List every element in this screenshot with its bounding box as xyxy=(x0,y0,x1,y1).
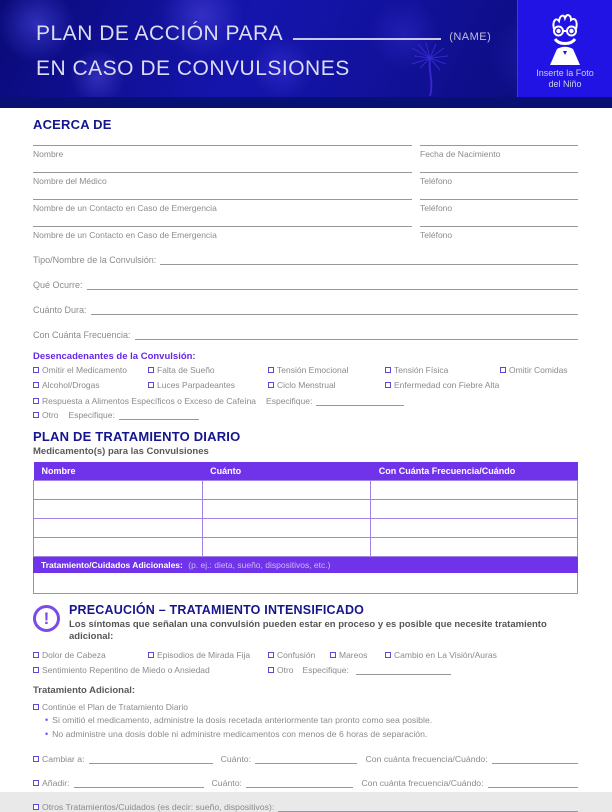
add-amount-field[interactable] xyxy=(246,779,353,788)
checkbox-other-treatments[interactable] xyxy=(33,804,39,810)
contact1-phone-field[interactable]: Teléfono xyxy=(420,199,578,213)
triggers-row1 xyxy=(33,363,578,377)
daily-plan-heading: PLAN DE TRATAMIENTO DIARIO xyxy=(33,429,241,444)
other-treatments-field[interactable] xyxy=(278,803,578,812)
table-row xyxy=(34,519,578,538)
change-to-field[interactable] xyxy=(89,755,213,764)
other-symptom-specify-field[interactable] xyxy=(356,666,451,675)
medication-amount-cell[interactable] xyxy=(202,519,371,538)
caution-section xyxy=(33,603,578,643)
about-row-contact2 xyxy=(33,226,578,240)
medication-frequency-cell[interactable] xyxy=(371,481,578,500)
what-happens-row xyxy=(33,279,578,290)
bullet-item xyxy=(45,714,578,726)
medication-frequency-cell[interactable] xyxy=(371,538,578,557)
bullet-text: No administre una dosis doble ni administre medicamentos con menos de 6 horas de separación. xyxy=(52,729,428,739)
change-amount-field[interactable] xyxy=(255,755,357,764)
checkbox-skip-meals[interactable] xyxy=(500,367,506,373)
frequency-label: Con Cuánta Frecuencia: xyxy=(33,330,131,340)
checkbox-other-symptom[interactable] xyxy=(268,667,274,673)
change-to-label: Cambiar a: xyxy=(42,754,85,764)
exclamation-icon: ! xyxy=(33,605,60,632)
additional-care-field[interactable] xyxy=(33,573,578,594)
checkbox-menstrual-cycle[interactable] xyxy=(268,382,274,388)
checkbox-label: Enfermedad con Fiebre Alta xyxy=(394,380,500,390)
food-specify-field[interactable] xyxy=(316,397,404,406)
checkbox-other-trigger[interactable] xyxy=(33,412,39,418)
triggers-heading: Desencadenantes de la Convulsión: xyxy=(33,351,196,362)
caution-subtext: Los síntomas que señalan una convulsión pueden estar en proceso y es posible que necesite tratamiento adicional: xyxy=(69,619,547,642)
add-medication-field[interactable] xyxy=(74,779,204,788)
emergency-contact2-field[interactable]: Nombre de un Contacto en Caso de Emergencia xyxy=(33,226,412,240)
medication-amount-cell[interactable] xyxy=(202,500,371,519)
seizure-type-field[interactable] xyxy=(160,256,578,265)
specify-label: Especifique: xyxy=(266,396,313,406)
bullet-icon: • xyxy=(45,729,49,739)
page-title-line1: PLAN DE ACCIÓN PARA xyxy=(36,22,284,45)
bullet-text: Si omitió el medicamento, administre la dosis recetada anteriormente tan pronto como sea posible. xyxy=(52,715,433,725)
table-row xyxy=(34,500,578,519)
checkbox-lack-of-sleep[interactable] xyxy=(148,367,154,373)
change-to-row xyxy=(33,753,578,764)
checkbox-emotional-stress[interactable] xyxy=(268,367,274,373)
medication-name-cell[interactable] xyxy=(34,519,203,538)
about-row-name xyxy=(33,145,578,159)
duration-label: Cuánto Dura: xyxy=(33,305,87,315)
checkbox-label: Otro xyxy=(277,665,294,675)
triggers-row4 xyxy=(33,406,578,420)
checkbox-food-caffeine[interactable] xyxy=(33,398,39,404)
checkbox-label: Respuesta a Alimentos Específicos o Exceso de Cafeína xyxy=(42,396,257,406)
checkbox-label: Otro xyxy=(42,410,59,420)
contact2-phone-field[interactable]: Teléfono xyxy=(420,226,578,240)
additional-care-note: (p. ej.: dieta, sueño, dispositivos, etc.) xyxy=(188,560,331,570)
medication-amount-cell[interactable] xyxy=(202,481,371,500)
specify-label: Especifique: xyxy=(302,665,349,675)
bullet-item xyxy=(45,728,578,740)
name-hint-label: (NAME) xyxy=(449,31,492,43)
medication-table-header-row xyxy=(34,462,578,481)
amount-label: Cuánto: xyxy=(220,754,251,764)
checkbox-flashing-lights[interactable] xyxy=(148,382,154,388)
about-row-contact1 xyxy=(33,199,578,213)
checkbox-label: Confusión xyxy=(277,650,316,660)
additional-care-bar xyxy=(33,557,578,573)
checkbox-physical-stress[interactable] xyxy=(385,367,391,373)
emergency-contact1-field[interactable]: Nombre de un Contacto en Caso de Emergencia xyxy=(33,199,412,213)
doctor-phone-field[interactable]: Teléfono xyxy=(420,172,578,186)
name-field[interactable]: Nombre xyxy=(33,145,412,159)
add-frequency-field[interactable] xyxy=(488,779,578,788)
what-happens-field[interactable] xyxy=(87,281,578,290)
medication-frequency-cell[interactable] xyxy=(371,519,578,538)
dandelion-decoration xyxy=(400,44,458,96)
frequency-label: Con cuánta frecuencia/Cuándo: xyxy=(365,754,488,764)
checkbox-continue-plan[interactable] xyxy=(33,704,39,710)
checkbox-label: Tensión Física xyxy=(394,365,449,375)
checkbox-label: Tensión Emocional xyxy=(277,365,349,375)
about-row-doctor xyxy=(33,172,578,186)
checkbox-label: Falta de Sueño xyxy=(157,365,215,375)
birthdate-field[interactable]: Fecha de Nacimiento xyxy=(420,145,578,159)
medication-amount-cell[interactable] xyxy=(202,538,371,557)
child-name-field[interactable] xyxy=(293,38,441,40)
checkbox-staring-episodes[interactable] xyxy=(148,652,154,658)
additional-treatment-heading: Tratamiento Adicional: xyxy=(33,685,136,696)
checkbox-label: Dolor de Cabeza xyxy=(42,650,106,660)
checkbox-label: Omitir Comidas xyxy=(509,365,568,375)
seizure-type-row xyxy=(33,254,578,265)
page-banner xyxy=(0,0,612,97)
checkbox-fever-illness[interactable] xyxy=(385,382,391,388)
amount-label: Cuánto: xyxy=(211,778,242,788)
change-frequency-field[interactable] xyxy=(492,755,578,764)
frequency-label: Con cuánta frecuencia/Cuándo: xyxy=(361,778,484,788)
checkbox-label: Sentimiento Repentino de Miedo o Ansiedad xyxy=(42,665,210,675)
medication-name-cell[interactable] xyxy=(34,500,203,519)
page-title-line2: EN CASO DE CONVULSIONES xyxy=(36,57,350,80)
checkbox-alcohol-drugs[interactable] xyxy=(33,382,39,388)
insert-photo-box[interactable] xyxy=(517,0,612,97)
child-face-icon xyxy=(542,13,588,65)
checkbox-vision-change[interactable] xyxy=(385,652,391,658)
checkbox-omit-medication[interactable] xyxy=(33,367,39,373)
medication-table xyxy=(33,462,578,557)
photo-caption: Inserte la Foto del Niño xyxy=(536,68,594,89)
checkbox-label: Alcohol/Drogas xyxy=(42,380,100,390)
checkbox-change-to[interactable] xyxy=(33,756,39,762)
checkbox-confusion[interactable] xyxy=(268,652,274,658)
checkbox-sudden-fear[interactable] xyxy=(33,667,39,673)
checkbox-label: Ciclo Menstrual xyxy=(277,380,336,390)
medication-name-cell[interactable] xyxy=(34,481,203,500)
caution-row1 xyxy=(33,648,578,662)
other-trigger-specify-field[interactable] xyxy=(119,411,199,420)
column-header-amount: Cuánto xyxy=(202,462,371,481)
other-treatments-row xyxy=(33,801,578,812)
column-header-frequency: Con Cuánta Frecuencia/Cuándo xyxy=(371,462,578,481)
checkbox-label: Mareos xyxy=(339,650,368,660)
caution-heading: PRECAUCIÓN – TRATAMIENTO INTENSIFICADO xyxy=(69,603,365,617)
banner-divider-strip xyxy=(0,97,612,108)
checkbox-label: Luces Parpadeantes xyxy=(157,380,235,390)
table-row xyxy=(34,481,578,500)
what-happens-label: Qué Ocurre: xyxy=(33,280,83,290)
checkbox-dizziness[interactable] xyxy=(330,652,336,658)
specify-label: Especifique: xyxy=(68,410,115,420)
checkbox-label: Episodios de Mirada Fija xyxy=(157,650,251,660)
bullet-icon: • xyxy=(45,715,49,725)
add-medication-row xyxy=(33,777,578,788)
additional-care-label: Tratamiento/Cuidados Adicionales: xyxy=(41,560,183,570)
duration-row xyxy=(33,304,578,315)
checkbox-label: Cambio en La Visión/Auras xyxy=(394,650,497,660)
continue-plan-row xyxy=(33,698,578,712)
column-header-name: Nombre xyxy=(34,462,203,481)
seizure-type-label: Tipo/Nombre de la Convulsión: xyxy=(33,255,157,265)
checkbox-label: Continúe el Plan de Tratamiento Diario xyxy=(42,702,188,712)
triggers-row3 xyxy=(33,392,578,406)
caution-row2 xyxy=(33,663,578,677)
table-row xyxy=(34,538,578,557)
medication-name-cell[interactable] xyxy=(34,538,203,557)
other-treatments-label: Otros Tratamientos/Cuidados (es decir: sueño, dispositivos): xyxy=(42,802,275,812)
checkbox-label: Omitir el Medicamento xyxy=(42,365,128,375)
checkbox-headache[interactable] xyxy=(33,652,39,658)
medication-frequency-cell[interactable] xyxy=(371,500,578,519)
daily-plan-subheading: Medicamento(s) para las Convulsiones xyxy=(33,446,209,457)
about-section-heading: ACERCA DE xyxy=(33,117,112,132)
checkbox-add-medication[interactable] xyxy=(33,780,39,786)
frequency-row xyxy=(33,329,578,340)
triggers-row2 xyxy=(33,378,578,392)
frequency-field[interactable] xyxy=(135,331,578,340)
doctor-name-field[interactable]: Nombre del Médico xyxy=(33,172,412,186)
duration-field[interactable] xyxy=(91,306,578,315)
add-label: Añadir: xyxy=(42,778,70,788)
